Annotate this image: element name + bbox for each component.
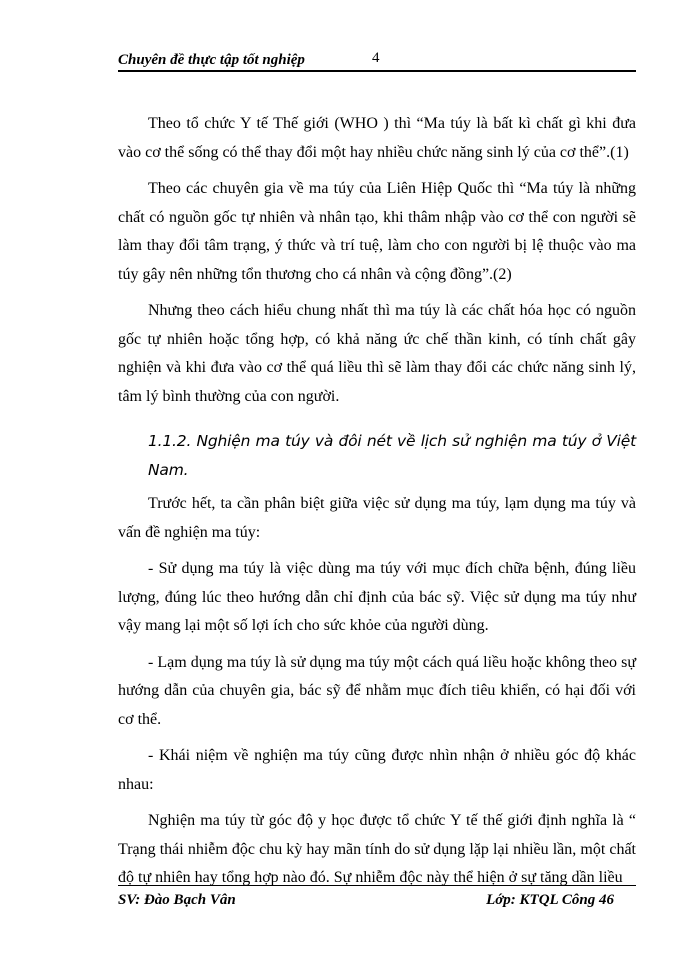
paragraph-intro: Trước hết, ta cần phân biệt giữa việc sử dụng ma túy, lạm dụng ma túy và vấn đề nghiện ma túy: [118, 495, 636, 541]
paragraph-who-definition: Theo tổ chức Y tế Thế giới (WHO ) thì “Ma túy là bất kì chất gì khi đưa vào cơ thể sống có thể thay đổi một hay nhiều chức năng sinh lý của cơ thể”.(1) [118, 115, 636, 161]
bullet-addiction-concept: - Khái niệm về nghiện ma túy cũng được nhìn nhận ở nhiều góc độ khác nhau: [118, 747, 636, 793]
bullet-drug-use: - Sử dụng ma túy là việc dùng ma túy với mục đích chữa bệnh, đúng liều lượng, đúng lúc theo hướng dẫn chỉ định của bác sỹ. Việc sử dụng ma túy như vậy mang lại một số lợi ích cho sức khỏe của người dùng. [118, 560, 636, 634]
footer-student: SV: Đào Bạch Vân [118, 892, 236, 908]
page-footer [118, 885, 636, 910]
header-title: Chuyên đề thực tập tốt nghiệp [118, 52, 305, 68]
page-number: 4 [372, 50, 380, 66]
document-body [118, 110, 636, 893]
page-header [118, 44, 636, 72]
bullet-drug-abuse: - Lạm dụng ma túy là sử dụng ma túy một cách quá liều hoặc không theo sự hướng dẫn của chuyên gia, bác sỹ để nhằm mục đích tiêu khiển, có hại đối với cơ thể. [118, 653, 636, 728]
paragraph-general-definition: Nhưng theo cách hiểu chung nhất thì ma túy là các chất hóa học có nguồn gốc tự nhiên hoặc tổng hợp, có khả năng ức chế thần kinh, có tính chất gây nghiện và khi đưa vào cơ thể quá liều thì sẽ làm thay đổi các chức năng sinh lý, tâm lý bình thường của con người. [118, 302, 636, 405]
section-heading: 1.1.2. Nghiện ma túy và đôi nét về lịch sử nghiện ma túy ở Việt Nam. [148, 432, 636, 479]
paragraph-medical-definition: Nghiện ma túy từ góc độ y học được tổ chức Y tế thế giới định nghĩa là “ Trạng thái nhiễm độc chu kỳ hay mãn tính do sử dụng lặp lại nhiều lần, một chất độ tự nhiên hay tổng hợp nào đó. Sự nhiễm độc này thể hiện ở sự tăng dần liều [118, 812, 636, 886]
footer-class: Lớp: KTQL Công 46 [486, 892, 614, 908]
paragraph-un-definition: Theo các chuyên gia về ma túy của Liên Hiệp Quốc thì “Ma túy là những chất có nguồn gốc tự nhiên và nhân tạo, khi thâm nhập vào cơ thể con người sẽ làm thay đổi tâm trạng, ý thức và trí tuệ, làm cho con người bị lệ thuộc vào ma túy gây nên những tổn thương cho cá nhân và cộng đồng”.(2) [118, 180, 636, 283]
